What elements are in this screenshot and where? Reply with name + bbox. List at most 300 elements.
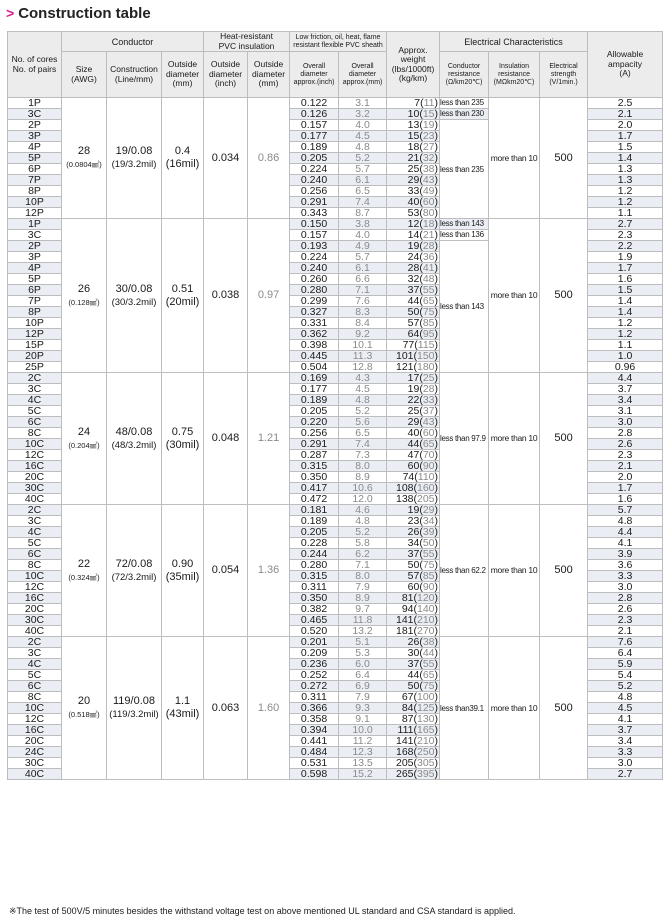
overall-mm-cell: 8.0	[339, 571, 387, 582]
ampacity-cell: 2.7	[588, 769, 663, 780]
conductor-od-mm: 0.4	[174, 145, 191, 157]
ampacity-cell: 1.4	[588, 296, 663, 307]
weight-kg: 110	[417, 471, 435, 483]
cores-cell: 6C	[8, 681, 62, 692]
overall-mm-cell: 3.2	[339, 109, 387, 120]
cores-cell: 8C	[8, 428, 62, 439]
overall-inch-cell: 0.193	[290, 241, 339, 252]
weight-kg: 25	[422, 372, 435, 384]
weight-kg: 65	[422, 669, 435, 681]
ampacity-cell: 2.0	[588, 120, 663, 131]
weight-cell: 77(115)	[387, 340, 440, 351]
weight-kg: 95	[422, 328, 435, 340]
ampacity-cell: 3.0	[588, 582, 663, 593]
electrical-strength-cell: 500	[540, 219, 588, 373]
weight-kg: 75	[422, 559, 435, 571]
conductor-resistance-cell: less than 230	[440, 109, 489, 120]
weight-cell: 181(270)	[387, 626, 440, 637]
overall-inch-cell: 0.520	[290, 626, 339, 637]
weight-cell: 15(23)	[387, 131, 440, 142]
weight-kg: 36	[422, 251, 435, 263]
overall-inch-cell: 0.122	[290, 98, 339, 109]
overall-mm-cell: 8.9	[339, 472, 387, 483]
cores-cell: 3C	[8, 648, 62, 659]
size-cell	[62, 373, 107, 505]
overall-mm-cell: 6.4	[339, 670, 387, 681]
weight-kg: 55	[422, 658, 435, 670]
overall-inch-cell: 0.220	[290, 417, 339, 428]
header-overall-mm: Overall diameter approx.(mm)	[339, 52, 387, 98]
overall-mm-cell: 5.2	[339, 527, 387, 538]
ampacity-cell: 2.7	[588, 219, 663, 230]
overall-mm-cell: 5.3	[339, 648, 387, 659]
overall-inch-cell: 0.177	[290, 384, 339, 395]
ampacity-cell: 3.7	[588, 384, 663, 395]
overall-inch-cell: 0.272	[290, 681, 339, 692]
cores-cell: 10C	[8, 439, 62, 450]
overall-inch-cell: 0.331	[290, 318, 339, 329]
overall-inch-cell: 0.256	[290, 186, 339, 197]
overall-mm-cell: 5.1	[339, 637, 387, 648]
cores-cell: 5P	[8, 274, 62, 285]
header-electrical: Electrical Characteristics	[440, 32, 588, 52]
overall-inch-cell: 0.366	[290, 703, 339, 714]
overall-inch-cell: 0.150	[290, 219, 339, 230]
weight-cell: 44(65)	[387, 296, 440, 307]
overall-mm-cell: 13.5	[339, 758, 387, 769]
weight-kg: 80	[422, 207, 435, 219]
overall-mm-cell: 7.9	[339, 692, 387, 703]
cores-cell: 3C	[8, 384, 62, 395]
weight-kg: 44	[422, 647, 435, 659]
overall-mm-cell: 12.0	[339, 494, 387, 505]
ampacity-cell: 1.6	[588, 494, 663, 505]
overall-mm-cell: 7.1	[339, 560, 387, 571]
table-row	[8, 98, 663, 109]
size-mm2: (0.324㎟)	[68, 572, 100, 582]
cores-cell: 4C	[8, 659, 62, 670]
weight-kg: 18	[422, 218, 435, 230]
weight-cell: 12(18)	[387, 219, 440, 230]
overall-inch-cell: 0.417	[290, 483, 339, 494]
weight-kg: 27	[422, 141, 435, 153]
weight-kg: 75	[422, 306, 435, 318]
overall-inch-cell: 0.260	[290, 274, 339, 285]
ampacity-cell: 2.8	[588, 593, 663, 604]
overall-inch-cell: 0.280	[290, 285, 339, 296]
overall-inch-cell: 0.382	[290, 604, 339, 615]
conductor-od-cell	[162, 219, 204, 373]
cores-cell: 15P	[8, 340, 62, 351]
cores-cell: 4C	[8, 527, 62, 538]
size-awg: 26	[77, 282, 91, 295]
weight-kg: 41	[422, 262, 435, 274]
construction-value: 119/0.08	[112, 695, 155, 707]
ampacity-cell: 7.6	[588, 637, 663, 648]
conductor-resistance-cell: less than 62.2	[440, 505, 489, 637]
overall-inch-cell: 0.201	[290, 637, 339, 648]
cores-cell: 3C	[8, 109, 62, 120]
weight-cell: 40(60)	[387, 197, 440, 208]
overall-inch-cell: 0.311	[290, 582, 339, 593]
ampacity-cell: 1.4	[588, 307, 663, 318]
ampacity-cell: 2.6	[588, 604, 663, 615]
weight-cell: 29(43)	[387, 175, 440, 186]
size-awg: 20	[77, 695, 91, 707]
overall-mm-cell: 4.8	[339, 142, 387, 153]
weight-kg: 21	[422, 229, 435, 241]
cores-cell: 6P	[8, 164, 62, 175]
ampacity-cell: 1.3	[588, 164, 663, 175]
ampacity-cell: 1.2	[588, 186, 663, 197]
size-cell	[62, 98, 107, 219]
construction-cell	[107, 98, 162, 219]
size-mm2: (0.0804㎟)	[66, 160, 102, 169]
weight-kg: 130	[417, 713, 435, 725]
overall-inch-cell: 0.531	[290, 758, 339, 769]
weight-cell: 57(85)	[387, 571, 440, 582]
chevron-right-icon: >	[6, 5, 15, 21]
weight-cell: 29(43)	[387, 417, 440, 428]
cores-cell: 1P	[8, 219, 62, 230]
header-weight: Approx. weight (lbs/1000ft) (kg/km)	[387, 32, 440, 98]
weight-kg: 125	[417, 702, 435, 714]
weight-kg: 37	[422, 405, 435, 417]
overall-mm-cell: 11.3	[339, 351, 387, 362]
weight-kg: 55	[422, 548, 435, 560]
overall-mm-cell: 4.0	[339, 120, 387, 131]
overall-mm-cell: 4.8	[339, 516, 387, 527]
weight-cell: 17(25)	[387, 373, 440, 384]
cores-cell: 6C	[8, 417, 62, 428]
construction-value: 72/0.08	[115, 557, 153, 570]
weight-cell: 23(34)	[387, 516, 440, 527]
ampacity-cell: 4.1	[588, 714, 663, 725]
cores-cell: 2P	[8, 120, 62, 131]
weight-kg: 33	[422, 394, 435, 406]
overall-inch-cell: 0.244	[290, 549, 339, 560]
overall-mm-cell: 4.0	[339, 230, 387, 241]
ampacity-cell: 2.5	[588, 98, 663, 109]
size-awg: 28	[77, 145, 91, 157]
cores-cell: 3C	[8, 230, 62, 241]
ampacity-cell: 4.8	[588, 516, 663, 527]
insulation-od-inch: 0.034	[204, 98, 248, 219]
conductor-od-cell	[162, 505, 204, 637]
header-outside-diameter: Outside diameter (mm)	[162, 52, 204, 98]
ampacity-cell: 2.0	[588, 472, 663, 483]
weight-kg: 210	[417, 735, 435, 747]
weight-kg: 270	[417, 625, 435, 637]
weight-kg: 85	[422, 570, 435, 582]
overall-mm-cell: 9.1	[339, 714, 387, 725]
weight-cell: 21(32)	[387, 153, 440, 164]
weight-kg: 48	[422, 273, 435, 285]
conductor-od-mil: (20mil)	[165, 295, 200, 308]
cores-cell: 12C	[8, 582, 62, 593]
cores-cell: 20P	[8, 351, 62, 362]
construction-mil: (30/3.2mil)	[111, 296, 157, 308]
insulation-od-mm: 1.21	[248, 373, 290, 505]
conductor-od-cell	[162, 637, 204, 780]
header-conductor: Conductor	[62, 32, 204, 52]
overall-mm-cell: 6.1	[339, 263, 387, 274]
page-title	[6, 2, 151, 24]
cores-cell: 16C	[8, 461, 62, 472]
weight-kg: 100	[417, 691, 435, 703]
overall-inch-cell: 0.240	[290, 175, 339, 186]
ampacity-cell: 1.2	[588, 197, 663, 208]
insulation-od-inch: 0.038	[204, 219, 248, 373]
weight-kg: 75	[422, 680, 435, 692]
weight-cell: 25(38)	[387, 164, 440, 175]
overall-mm-cell: 5.2	[339, 153, 387, 164]
overall-mm-cell: 7.1	[339, 285, 387, 296]
weight-kg: 29	[422, 504, 435, 516]
overall-inch-cell: 0.205	[290, 527, 339, 538]
cores-cell: 40C	[8, 626, 62, 637]
overall-mm-cell: 4.5	[339, 384, 387, 395]
weight-cell: 14(21)	[387, 230, 440, 241]
overall-mm-cell: 15.2	[339, 769, 387, 780]
ampacity-cell: 2.3	[588, 230, 663, 241]
ampacity-cell: 3.7	[588, 725, 663, 736]
weight-cell: 30(44)	[387, 648, 440, 659]
overall-inch-cell: 0.236	[290, 659, 339, 670]
cores-cell: 5C	[8, 538, 62, 549]
weight-cell: 34(50)	[387, 538, 440, 549]
weight-cell: 26(39)	[387, 527, 440, 538]
cores-cell: 10C	[8, 571, 62, 582]
weight-cell: 111(165)	[387, 725, 440, 736]
ampacity-cell: 4.4	[588, 527, 663, 538]
ampacity-cell: 1.7	[588, 483, 663, 494]
ampacity-cell: 3.3	[588, 571, 663, 582]
cores-cell: 3C	[8, 516, 62, 527]
overall-mm-cell: 4.9	[339, 241, 387, 252]
conductor-resistance-cell: less than 235	[440, 98, 489, 109]
overall-mm-cell: 8.3	[339, 307, 387, 318]
cores-cell: 10C	[8, 703, 62, 714]
conductor-od-mil: (35mil)	[165, 570, 200, 583]
insulation-od-inch: 0.054	[204, 505, 248, 637]
cores-cell: 30C	[8, 483, 62, 494]
overall-mm-cell: 13.2	[339, 626, 387, 637]
cores-cell: 20C	[8, 604, 62, 615]
ampacity-cell: 5.4	[588, 670, 663, 681]
page-title-text: Construction table	[18, 4, 151, 22]
ampacity-cell: 3.9	[588, 549, 663, 560]
ampacity-cell: 3.4	[588, 395, 663, 406]
overall-mm-cell: 5.6	[339, 417, 387, 428]
conductor-od-mil: (16mil)	[165, 158, 200, 170]
overall-inch-cell: 0.291	[290, 439, 339, 450]
weight-kg: 65	[422, 438, 435, 450]
construction-cell	[107, 219, 162, 373]
overall-mm-cell: 8.0	[339, 461, 387, 472]
cores-cell: 2C	[8, 373, 62, 384]
conductor-od-mm: 1.1	[174, 695, 191, 707]
ampacity-cell: 1.7	[588, 263, 663, 274]
conductor-resistance-cell: less than 97.9	[440, 373, 489, 505]
overall-inch-cell: 0.598	[290, 769, 339, 780]
weight-kg: 38	[422, 636, 435, 648]
insulation-od-mm: 1.60	[248, 637, 290, 780]
header-ins-od-mm: Outside diameter (mm)	[248, 52, 290, 98]
header-ins-res: Insulation resistance (MΩkm20℃)	[489, 52, 540, 98]
weight-kg: 115	[417, 339, 435, 351]
insulation-od-mm: 0.86	[248, 98, 290, 219]
overall-mm-cell: 4.8	[339, 395, 387, 406]
electrical-strength-cell: 500	[540, 98, 588, 219]
cores-cell: 24C	[8, 747, 62, 758]
cores-cell: 12P	[8, 208, 62, 219]
cores-cell: 4P	[8, 263, 62, 274]
cores-cell: 6C	[8, 549, 62, 560]
ampacity-cell: 2.3	[588, 615, 663, 626]
construction-value: 48/0.08	[115, 425, 153, 438]
construction-value: 30/0.08	[115, 282, 153, 295]
ampacity-cell: 5.9	[588, 659, 663, 670]
overall-mm-cell: 6.5	[339, 428, 387, 439]
overall-inch-cell: 0.315	[290, 461, 339, 472]
header-cores: No. of cores No. of pairs	[8, 32, 62, 98]
overall-inch-cell: 0.441	[290, 736, 339, 747]
overall-mm-cell: 11.8	[339, 615, 387, 626]
cores-cell: 10P	[8, 318, 62, 329]
overall-inch-cell: 0.189	[290, 516, 339, 527]
weight-kg: 23	[422, 130, 435, 142]
size-cell	[62, 219, 107, 373]
conductor-od-mil: (43mil)	[165, 708, 200, 720]
weight-cell: 47(70)	[387, 450, 440, 461]
weight-cell: 108(160)	[387, 483, 440, 494]
overall-inch-cell: 0.484	[290, 747, 339, 758]
footnote: ※The test of 500V/5 minutes besides the withstand voltage test on above mentioned UL standard and CSA standard is applied.	[9, 906, 516, 916]
overall-mm-cell: 5.2	[339, 406, 387, 417]
construction-cell	[107, 505, 162, 637]
weight-kg: 28	[422, 383, 435, 395]
weight-kg: 19	[422, 119, 435, 131]
cores-cell: 3P	[8, 131, 62, 142]
weight-kg: 38	[422, 163, 435, 175]
overall-inch-cell: 0.157	[290, 120, 339, 131]
cores-cell: 10P	[8, 197, 62, 208]
cores-cell: 8P	[8, 307, 62, 318]
weight-kg: 11	[423, 97, 435, 109]
header-pvc-insulation: Heat-resistant PVC insulation	[204, 32, 290, 52]
weight-kg: 65	[422, 295, 435, 307]
overall-inch-cell: 0.169	[290, 373, 339, 384]
overall-inch-cell: 0.350	[290, 472, 339, 483]
table-row	[8, 505, 663, 516]
cores-cell: 5C	[8, 670, 62, 681]
weight-kg: 210	[417, 614, 435, 626]
construction-mil: (19/3.2mil)	[111, 159, 157, 170]
weight-kg: 28	[422, 240, 435, 252]
weight-kg: 305	[417, 757, 435, 769]
overall-mm-cell: 3.8	[339, 219, 387, 230]
weight-kg: 15	[422, 108, 435, 120]
weight-cell: 33(49)	[387, 186, 440, 197]
header-ins-od-inch: Outside diameter (inch)	[204, 52, 248, 98]
table-row	[8, 637, 663, 648]
cores-cell: 30C	[8, 615, 62, 626]
weight-cell: 24(36)	[387, 252, 440, 263]
construction-value: 19/0.08	[115, 145, 153, 157]
header-sheath: Low friction, oil, heat, flame resistant flexible PVC sheath	[290, 32, 387, 52]
cores-cell: 8P	[8, 186, 62, 197]
construction-cell	[107, 373, 162, 505]
overall-mm-cell: 7.4	[339, 439, 387, 450]
overall-mm-cell: 12.8	[339, 362, 387, 373]
overall-mm-cell: 12.3	[339, 747, 387, 758]
overall-inch-cell: 0.205	[290, 153, 339, 164]
overall-inch-cell: 0.209	[290, 648, 339, 659]
overall-inch-cell: 0.280	[290, 560, 339, 571]
cores-cell: 6P	[8, 285, 62, 296]
weight-cell: 121(180)	[387, 362, 440, 373]
overall-inch-cell: 0.256	[290, 428, 339, 439]
ampacity-cell: 5.7	[588, 505, 663, 516]
cores-cell: 5C	[8, 406, 62, 417]
construction-cell	[107, 637, 162, 780]
ampacity-cell: 2.1	[588, 626, 663, 637]
weight-cell: 32(48)	[387, 274, 440, 285]
header-overall-inch: Overall diameter approx.(inch)	[290, 52, 339, 98]
overall-inch-cell: 0.299	[290, 296, 339, 307]
cores-cell: 12C	[8, 450, 62, 461]
weight-kg: 160	[417, 482, 435, 494]
weight-cell: 53(80)	[387, 208, 440, 219]
weight-cell: 18(27)	[387, 142, 440, 153]
conductor-od-cell	[162, 373, 204, 505]
weight-cell: 141(210)	[387, 736, 440, 747]
weight-kg: 120	[417, 592, 435, 604]
ampacity-cell: 1.5	[588, 142, 663, 153]
overall-inch-cell: 0.311	[290, 692, 339, 703]
conductor-resistance-cell: less than 143	[440, 219, 489, 230]
weight-cell: 84(125)	[387, 703, 440, 714]
overall-inch-cell: 0.343	[290, 208, 339, 219]
electrical-strength-cell: 500	[540, 505, 588, 637]
conductor-od-cell	[162, 98, 204, 219]
weight-cell: 28(41)	[387, 263, 440, 274]
overall-mm-cell: 5.8	[339, 538, 387, 549]
ampacity-cell: 3.6	[588, 560, 663, 571]
ampacity-cell: 2.3	[588, 450, 663, 461]
weight-cell: 81(120)	[387, 593, 440, 604]
insulation-od-inch: 0.063	[204, 637, 248, 780]
weight-cell: 37(55)	[387, 549, 440, 560]
cores-cell: 2C	[8, 505, 62, 516]
conductor-resistance-cell: less than 235	[440, 120, 489, 219]
weight-cell: 74(110)	[387, 472, 440, 483]
weight-kg: 32	[422, 152, 435, 164]
table-body	[8, 98, 663, 780]
weight-cell: 25(37)	[387, 406, 440, 417]
overall-inch-cell: 0.240	[290, 263, 339, 274]
ampacity-cell: 2.1	[588, 109, 663, 120]
weight-cell: 94(140)	[387, 604, 440, 615]
cores-cell: 7P	[8, 296, 62, 307]
weight-cell: 19(28)	[387, 241, 440, 252]
overall-mm-cell: 6.9	[339, 681, 387, 692]
weight-kg: 165	[417, 724, 435, 736]
overall-mm-cell: 8.4	[339, 318, 387, 329]
cores-cell: 16C	[8, 593, 62, 604]
overall-mm-cell: 11.2	[339, 736, 387, 747]
